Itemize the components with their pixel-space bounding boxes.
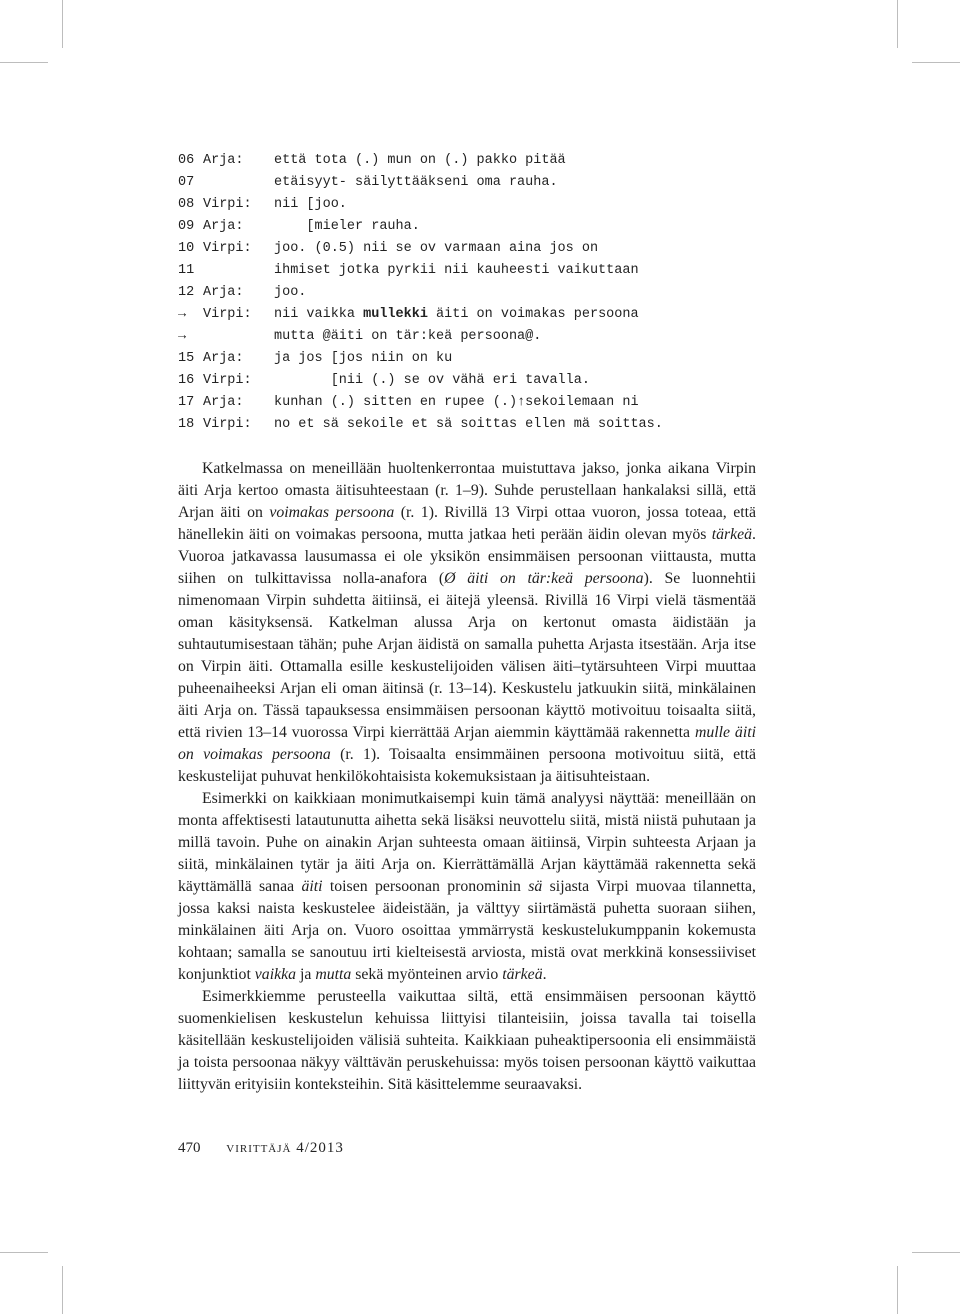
utterance-segment: nii vaikka — [274, 307, 364, 322]
speaker-label: Arja: — [203, 395, 244, 410]
utterance — [274, 172, 558, 194]
speaker-label: Virpi: — [203, 307, 252, 322]
crop-mark — [0, 62, 48, 63]
italic-term: tärkeä — [502, 966, 543, 983]
text-run: sekä myönteinen arvio — [351, 966, 503, 983]
utterance-segment: joo. (0.5) nii se ov varmaan aina jos on — [274, 241, 599, 256]
speaker-label: Arja: — [203, 153, 244, 168]
crop-mark — [912, 62, 960, 63]
utterance — [274, 238, 598, 260]
utterance-segment: [mieler rauha. — [274, 219, 420, 234]
text-run: Esimerkkiemme perusteella vaikuttaa siltä, että ensimmäisen persoonan käyttö suomenkielisen keskustelun kehuissa liittyisi tilanteisiin, joissa tavalla tai toisella käsitellään keskustelijoiden välisiä suhteita. Kaikkiaan puheaktipersoonia eli ensimmäistä ja toista persoonaa näkyy välttävän peruskehuissa: myös toisen persoonan käyttö vaikuttaa liittyvän erityisiin konteksteihin. Sitä käsittelemme seuraavaksi. — [178, 988, 756, 1093]
text-run: ). Se luonnehtii nimenomaan Virpin suhdetta äitiinsä, ei äitejä yleensä. Rivillä 16 Virpi vielä täsmentää oman käsityksensä. Katkelman alussa Arja on kertonut omasta äidistään ja suhtautumisestaan tähän; puhe Arjan äidistä on samalla puhetta Arjasta itsestään. Arja itse on Virpin äiti. Ottamalla esille keskustelijoiden välisen äiti–tytärsuhteen Virpi muuttaa puheenaiheeksi Arjan eli oman äitinsä (r. 13–14). Keskustelu jatkuukin siitä, minkälainen äiti Arja on. Tässä tapauksessa ensimmäisen persoonan käyttö motivoituu toisaalta siitä, että rivien 13–14 vuorossa Virpi kierrättää Arjan aiemmin käyttämää rakennetta — [178, 570, 757, 741]
italic-term: vaikka — [254, 966, 297, 983]
crop-mark — [62, 1266, 63, 1314]
utterance — [274, 370, 590, 392]
line-number: 10 — [178, 241, 195, 256]
utterance — [274, 348, 452, 370]
line-number: 15 — [178, 351, 195, 366]
utterance — [274, 260, 639, 282]
utterance-segment: ihmiset jotka pyrkii nii kauheesti vaikuttaan — [274, 263, 639, 278]
page-number: 470 — [178, 1140, 201, 1156]
crop-mark — [62, 0, 63, 48]
italic-term: voimakas persoona — [269, 504, 395, 521]
utterance — [274, 150, 566, 172]
speaker-label: Arja: — [203, 219, 244, 234]
line-number: 12 — [178, 285, 195, 300]
line-number: 18 — [178, 417, 195, 432]
text-run: . — [542, 966, 547, 983]
italic-term: mulle äiti on voimakas persoona — [178, 724, 756, 763]
emphasis-word: mullekki — [363, 307, 428, 322]
italic-term: Ø äiti on tär:keä persoona — [444, 570, 644, 587]
text-run: sijasta Virpi muovaa tilannetta, jossa kaksi naista keskustelee äideistään, ja välttyy siirtämästä puhetta suoraan siihen, minkälainen äiti Arja on. Vuoro osoittaa ymmärrystä keskustelukumppanin kokemusta kohtaan; samalla se sanoutuu irti kielteisestä arviosta, mistä ovat merkkinä konsessiiviset konjunktiot — [178, 878, 756, 983]
crop-mark — [912, 1252, 960, 1253]
text-run: Esimerkki on kaikkiaan monimutkaisempi kuin tämä analyysi näyttää: meneillään on monta affektisesti latautunutta aihetta sekä lisäksi neuvottelu siitä, mistä niistä puhutaan ja millä tavoin. Puhe on ainakin Arjan suhteesta omaan äitiinsä, Virpin suhteesta Arjaan ja siitä, minkälainen tytär ja äiti Arja on. Kierrättämällä Arjan käyttämää rakennetta sekä käyttämällä sanaa — [178, 790, 756, 895]
crop-mark — [0, 1252, 48, 1253]
paragraph — [178, 986, 756, 1096]
utterance-segment: että tota (.) mun on (.) pakko pitää — [274, 153, 566, 168]
article-body — [178, 458, 756, 1096]
speaker-label: Arja: — [203, 285, 244, 300]
italic-term: sä — [528, 878, 543, 895]
speaker-label: Virpi: — [203, 373, 252, 388]
line-number: 17 — [178, 395, 195, 410]
italic-term: tärkeä — [711, 526, 753, 543]
speaker-label: Arja: — [203, 351, 244, 366]
page-footer — [178, 1140, 344, 1157]
line-number: 11 — [178, 263, 195, 278]
speaker-label: Virpi: — [203, 197, 252, 212]
text-run: (r. 1). Toisaalta ensimmäinen persoona motivoituu siitä, että keskustelijat puhuvat henkilökohtaisista kokemuksistaan ja äitisuhteistaan. — [178, 746, 756, 785]
text-run: ja — [296, 966, 316, 983]
utterance — [274, 282, 306, 304]
italic-term: mutta — [315, 966, 352, 983]
line-number: 09 — [178, 219, 195, 234]
utterance-segment: joo. — [274, 285, 307, 300]
utterance-segment: etäisyyt- säilyttääkseni oma rauha. — [274, 175, 558, 190]
text-run: toisen persoonan pronominin — [322, 878, 529, 895]
line-number: → — [178, 307, 187, 322]
text-run: (r. 1). Rivillä 13 Virpi ottaa vuoron, jossa toteaa, että hänellekin äiti on voimakas persoona, mutta jatkaa heti perään äidin olevan myös — [178, 504, 756, 543]
utterance — [274, 414, 663, 436]
line-number: 07 — [178, 175, 195, 190]
utterance-segment: nii [joo. — [274, 197, 347, 212]
utterance — [274, 392, 639, 414]
text-run: . Vuoroa jatkavassa lausumassa ei ole yksikön ensimmäisen persoonan viittausta, mutta siihen on tulkittavissa nolla-anafora ( — [178, 526, 756, 587]
utterance — [274, 216, 420, 238]
speaker-label: Virpi: — [203, 417, 252, 432]
utterance — [274, 304, 639, 326]
utterance — [274, 326, 541, 348]
paragraph — [178, 458, 756, 788]
line-number: 16 — [178, 373, 195, 388]
italic-term: äiti — [301, 878, 323, 895]
line-number: 06 — [178, 153, 195, 168]
utterance-segment: kunhan (.) sitten en rupee (.)↑sekoilemaan ni — [274, 395, 639, 410]
paragraph — [178, 788, 756, 986]
utterance-segment: äiti on voimakas persoona — [427, 307, 639, 322]
journal-issue: virittäjä 4/2013 — [226, 1140, 344, 1156]
speaker-label: Virpi: — [203, 241, 252, 256]
crop-mark — [897, 0, 898, 48]
crop-mark — [897, 1266, 898, 1314]
utterance — [274, 194, 347, 216]
utterance-segment: ja jos [jos niin on ku — [274, 351, 453, 366]
line-number: → — [178, 329, 187, 344]
text-run: Katkelmassa on meneillään huoltenkerrontaa muistuttava jakso, jonka aikana Virpin äiti Arja kertoo omasta äitisuhteestaan (r. 1–9). Suhde perustellaan hankalaksi sillä, että Arjan äiti on — [178, 460, 756, 521]
utterance-segment: [nii (.) se ov vähä eri tavalla. — [274, 373, 590, 388]
line-number: 08 — [178, 197, 195, 212]
utterance-segment: no et sä sekoile et sä soittas ellen mä soittas. — [274, 417, 663, 432]
utterance-segment: mutta @äiti on tär:keä persoona@. — [274, 329, 542, 344]
